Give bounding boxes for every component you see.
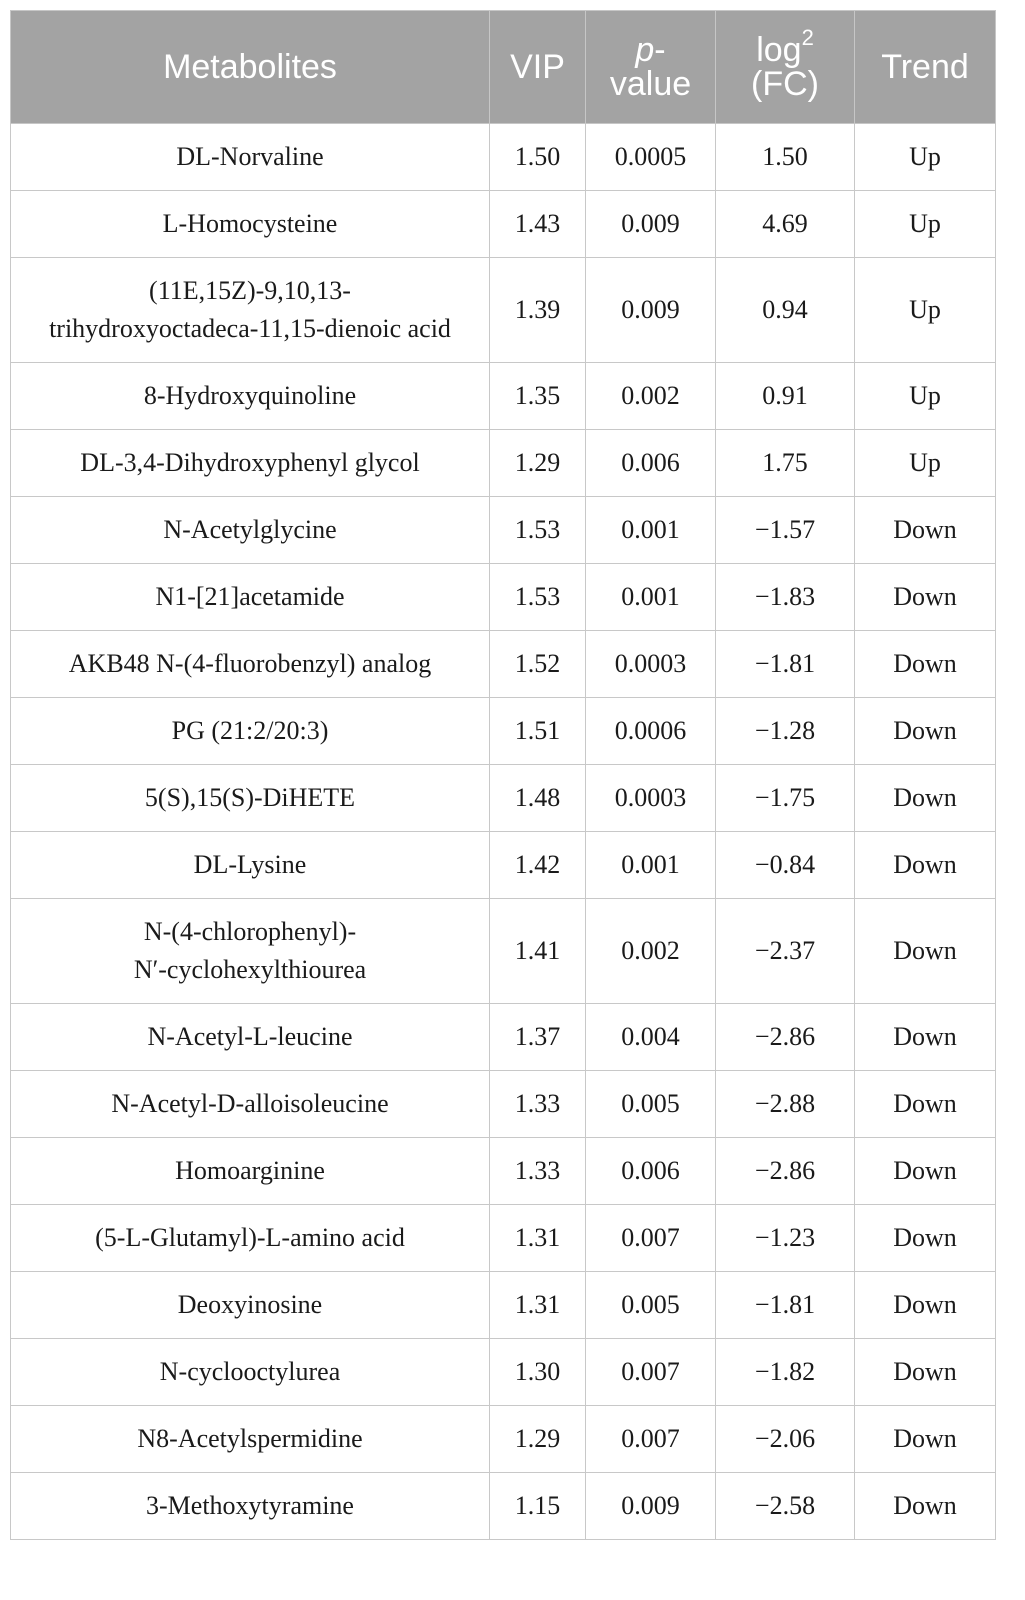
cell-trend: Down [855, 1406, 996, 1473]
table-row [11, 430, 996, 497]
cell-vip: 1.31 [490, 1205, 586, 1272]
cell-metabolite-name: 8-Hydroxyquinoline [11, 363, 490, 430]
cell-vip: 1.43 [490, 191, 586, 258]
table-row [11, 1339, 996, 1406]
cell-p-value: 0.001 [586, 832, 716, 899]
cell-vip: 1.53 [490, 564, 586, 631]
cell-vip: 1.52 [490, 631, 586, 698]
cell-log2-fc: −2.88 [716, 1071, 855, 1138]
cell-log2-fc: −1.83 [716, 564, 855, 631]
cell-trend: Down [855, 832, 996, 899]
cell-p-value: 0.0003 [586, 765, 716, 832]
table-row [11, 1406, 996, 1473]
cell-log2-fc: −2.86 [716, 1138, 855, 1205]
cell-log2-fc: −1.28 [716, 698, 855, 765]
cell-p-value: 0.007 [586, 1406, 716, 1473]
cell-vip: 1.42 [490, 832, 586, 899]
cell-vip: 1.51 [490, 698, 586, 765]
cell-metabolite-name: L-Homocysteine [11, 191, 490, 258]
table-row [11, 1205, 996, 1272]
cell-p-value: 0.001 [586, 497, 716, 564]
cell-p-value: 0.007 [586, 1339, 716, 1406]
table-row [11, 1272, 996, 1339]
cell-trend: Down [855, 1205, 996, 1272]
header-p-value: p- value [586, 11, 716, 124]
cell-trend: Down [855, 899, 996, 1004]
header-vip: VIP [490, 11, 586, 124]
cell-vip: 1.35 [490, 363, 586, 430]
cell-log2-fc: −0.84 [716, 832, 855, 899]
table-row [11, 191, 996, 258]
cell-metabolite-name: (5-L-Glutamyl)-L-amino acid [11, 1205, 490, 1272]
cell-trend: Down [855, 497, 996, 564]
cell-vip: 1.33 [490, 1071, 586, 1138]
cell-p-value: 0.0003 [586, 631, 716, 698]
cell-trend: Down [855, 564, 996, 631]
cell-vip: 1.29 [490, 1406, 586, 1473]
cell-vip: 1.15 [490, 1473, 586, 1540]
table-row [11, 1473, 996, 1540]
cell-trend: Down [855, 1272, 996, 1339]
table-row [11, 765, 996, 832]
cell-p-value: 0.005 [586, 1272, 716, 1339]
cell-trend: Up [855, 191, 996, 258]
table-row [11, 564, 996, 631]
cell-trend: Down [855, 631, 996, 698]
table-row [11, 899, 996, 1004]
cell-log2-fc: 1.75 [716, 430, 855, 497]
cell-p-value: 0.009 [586, 191, 716, 258]
cell-log2-fc: −1.57 [716, 497, 855, 564]
cell-vip: 1.48 [490, 765, 586, 832]
metabolites-table-container [10, 10, 995, 1540]
cell-p-value: 0.001 [586, 564, 716, 631]
cell-vip: 1.29 [490, 430, 586, 497]
cell-trend: Up [855, 363, 996, 430]
cell-metabolite-name: N-cyclooctylurea [11, 1339, 490, 1406]
table-row [11, 497, 996, 564]
cell-log2-fc: −2.37 [716, 899, 855, 1004]
cell-trend: Down [855, 698, 996, 765]
table-row [11, 258, 996, 363]
table-row [11, 363, 996, 430]
cell-metabolite-name: DL-Lysine [11, 832, 490, 899]
cell-log2-fc: −2.06 [716, 1406, 855, 1473]
table-row [11, 631, 996, 698]
cell-p-value: 0.005 [586, 1071, 716, 1138]
cell-metabolite-name: N1-[21]acetamide [11, 564, 490, 631]
cell-p-value: 0.0005 [586, 124, 716, 191]
cell-vip: 1.53 [490, 497, 586, 564]
table-row [11, 832, 996, 899]
cell-log2-fc: 0.94 [716, 258, 855, 363]
cell-vip: 1.50 [490, 124, 586, 191]
table-body [11, 124, 996, 1540]
cell-vip: 1.41 [490, 899, 586, 1004]
cell-metabolite-name: Deoxyinosine [11, 1272, 490, 1339]
cell-vip: 1.39 [490, 258, 586, 363]
table-header-row [11, 11, 996, 124]
cell-p-value: 0.009 [586, 258, 716, 363]
table-row [11, 1004, 996, 1071]
cell-trend: Up [855, 258, 996, 363]
cell-p-value: 0.009 [586, 1473, 716, 1540]
cell-log2-fc: 4.69 [716, 191, 855, 258]
metabolites-table [10, 10, 996, 1540]
cell-trend: Up [855, 124, 996, 191]
cell-metabolite-name: PG (21:2/20:3) [11, 698, 490, 765]
table-row [11, 1138, 996, 1205]
cell-p-value: 0.0006 [586, 698, 716, 765]
cell-metabolite-name: DL-Norvaline [11, 124, 490, 191]
table-row [11, 698, 996, 765]
cell-metabolite-name: DL-3,4-Dihydroxyphenyl glycol [11, 430, 490, 497]
cell-log2-fc: −1.75 [716, 765, 855, 832]
cell-log2-fc: −1.81 [716, 631, 855, 698]
cell-metabolite-name: N-Acetyl-L-leucine [11, 1004, 490, 1071]
cell-metabolite-name: AKB48 N-(4-fluorobenzyl) analog [11, 631, 490, 698]
cell-p-value: 0.004 [586, 1004, 716, 1071]
cell-metabolite-name: N-Acetylglycine [11, 497, 490, 564]
cell-log2-fc: 0.91 [716, 363, 855, 430]
cell-vip: 1.37 [490, 1004, 586, 1071]
cell-log2-fc: −2.86 [716, 1004, 855, 1071]
cell-trend: Down [855, 1339, 996, 1406]
cell-trend: Down [855, 1473, 996, 1540]
header-log2-fc: $\log^2$ (FC) [716, 11, 855, 124]
cell-log2-fc: 1.50 [716, 124, 855, 191]
cell-metabolite-name: N-Acetyl-D-alloisoleucine [11, 1071, 490, 1138]
cell-log2-fc: −1.82 [716, 1339, 855, 1406]
cell-p-value: 0.006 [586, 430, 716, 497]
cell-log2-fc: −2.58 [716, 1473, 855, 1540]
cell-metabolite-name: N-(4-chlorophenyl)- N′-cyclohexylthiourea [11, 899, 490, 1004]
cell-p-value: 0.006 [586, 1138, 716, 1205]
cell-p-value: 0.002 [586, 899, 716, 1004]
cell-log2-fc: −1.23 [716, 1205, 855, 1272]
cell-metabolite-name: N8-Acetylspermidine [11, 1406, 490, 1473]
cell-metabolite-name: Homoarginine [11, 1138, 490, 1205]
table-row [11, 124, 996, 191]
cell-log2-fc: −1.81 [716, 1272, 855, 1339]
cell-trend: Up [855, 430, 996, 497]
header-metabolites: Metabolites [11, 11, 490, 124]
cell-vip: 1.30 [490, 1339, 586, 1406]
cell-metabolite-name: 3-Methoxytyramine [11, 1473, 490, 1540]
cell-p-value: 0.007 [586, 1205, 716, 1272]
cell-vip: 1.31 [490, 1272, 586, 1339]
cell-trend: Down [855, 1071, 996, 1138]
cell-trend: Down [855, 765, 996, 832]
cell-metabolite-name: 5(S),15(S)-DiHETE [11, 765, 490, 832]
cell-trend: Down [855, 1138, 996, 1205]
header-trend: Trend [855, 11, 996, 124]
cell-metabolite-name: (11E,15Z)-9,10,13- trihydroxyoctadeca-11,15-dienoic acid [11, 258, 490, 363]
cell-p-value: 0.002 [586, 363, 716, 430]
cell-trend: Down [855, 1004, 996, 1071]
cell-vip: 1.33 [490, 1138, 586, 1205]
table-row [11, 1071, 996, 1138]
